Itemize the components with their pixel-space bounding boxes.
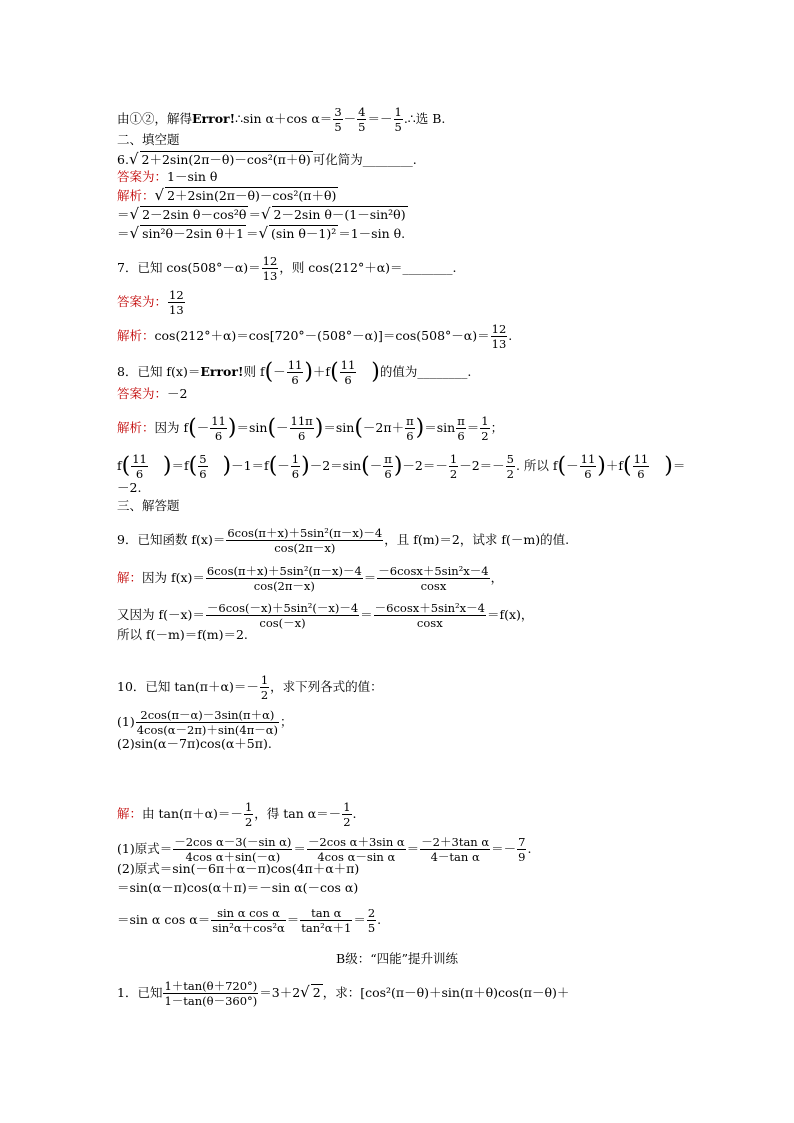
section-heading: 二、填空题 <box>117 132 180 147</box>
solution-9-result: 所以 f(－m)＝f(m)＝2. <box>117 627 248 642</box>
solution-10: 解：由 tan(π＋α)＝－ $\frac{1}{2}$ ，得 tan α＝－ $\frac{1}{2}$ . <box>117 800 357 829</box>
answer-7: 答案为： $\frac{12}{13}$ <box>117 288 184 317</box>
solution-9-step: 又因为 f(－x)＝ $\frac{\text{－6cos(－x)＋5sin²(－x)－4}}{\cos(-x)}$ ＝ $\frac{\text{－6cosx＋5sin²x－4}}{\cos x}$ ＝f(x)， <box>117 601 534 630</box>
question-10-part2: (2)sin(α－7π)cos(α＋5π). <box>117 736 272 751</box>
question-10-part1: (1) $\frac{2\cos(\pi-\alpha)-3\sin(\pi+\alpha)}{4\cos(\alpha-2\pi)+\sin(4\pi-\alpha)}$ ； <box>117 708 293 737</box>
question-10: 10．已知 tan(π＋α)＝－ $\frac{1}{2}$ ，求下列各式的值： <box>117 673 383 702</box>
analysis-6: 解析：√ 2＋2sin(2π－θ)－cos²(π＋θ) <box>117 186 337 204</box>
solution-10-step: ＝sin α cos α＝ $\frac{\text{sin α cos α}}{\text{sin²α＋cos²α}}$ ＝ $\frac{\text{tan α}}{\text{tan²α＋1}}$ ＝ $\frac{2}{5}$ . <box>117 906 382 935</box>
question-8: 8．已知 f(x)＝Error!则 f(－ $\frac{11}{6}$ )＋f( $\frac{11}{6}$ )的值为________. <box>117 358 472 387</box>
analysis-6-step: ＝√ 2－2sin θ－cos²θ ＝√ 2－2sin θ－(1－sin²θ) <box>117 205 406 223</box>
solution-10-step: ＝sin(α－π)cos(α＋π)＝－sin α(－cos α) <box>117 880 359 895</box>
analysis-8: 解析：因为 f(－ $\frac{11}{6}$ )＝sin(－ $\frac{11\pi}{6}$ )＝sin(－2π＋ $\frac{\pi}{6}$ )＝sin $\frac{\pi}{6}$ ＝ $\frac{1}{2}$ ； <box>117 414 504 443</box>
question-9: 9．已知函数 f(x)＝ $\frac{\text{6cos(π＋x)＋5sin²(π－x)－4}}{\cos(2\pi-x)}$ ，且 f(m)＝2，试求 f(－m)的值. <box>117 526 570 555</box>
analysis-8-step: f( $\frac{11}{6}$ )＝f( $\frac{5}{6}$ )－1＝f(－ $\frac{1}{6}$ )－2＝sin(－ $\frac{\pi}{6}$ )－2＝－ $\frac{1}{2}$ －2＝－ $\frac{5}{2}$ . 所以 f(－ $\frac{11}{6}$ )＋f( $\frac{11}{6}$ )＝ <box>117 452 686 481</box>
answer-6: 答案为：1－sin θ <box>117 169 218 184</box>
analysis-6-step: ＝√ sin²θ－2sin θ＋1 ＝√ (sin θ－1)² ＝1－sin θ. <box>117 224 406 242</box>
question-7: 7．已知 cos(508°－α)＝ $\frac{12}{13}$ ，则 cos(212°＋α)＝________. <box>117 254 457 283</box>
question-b1: 1．已知 $\frac{1+\tan(\theta+720^\circ)}{1-\tan(\theta-360^\circ)}$ ＝3＋2√ 2 ，求：[cos²(π－θ)＋sin(π＋θ)cos(π－θ)＋ <box>117 979 570 1008</box>
solution-9: 解：因为 f(x)＝ $\frac{\text{6cos(π＋x)＋5sin²(π－x)－4}}{\cos(2\pi-x)}$ ＝ $\frac{\text{－6cosx＋5sin²x－4}}{\cos x}$ ， <box>117 564 504 593</box>
solution-10-part1: (1)原式＝ $\frac{\text{－2cos α－3(－sin α)}}{\text{4cos α＋sin(－α)}}$ ＝ $\frac{\text{－2cos α＋3sin α}}{\text{4cos α－sin α}}$ ＝ $\frac{\text{－2＋3tan α}}{\text{4－tan α}}$ ＝－ $\frac{7}{9}$ . <box>117 835 532 864</box>
section-heading: 三、解答题 <box>117 498 180 513</box>
analysis-7: 解析：cos(212°＋α)＝cos[720°－(508°－α)]＝cos(508°－α)＝ $\frac{12}{13}$ . <box>117 322 513 351</box>
question-6: 6.√ 2＋2sin(2π－θ)－cos²(π＋θ) 可化简为________. <box>117 150 417 168</box>
answer-8: 答案为：－2 <box>117 386 188 401</box>
section-heading-b: B级：“四能”提升训练 <box>336 951 458 966</box>
text-line: 由①②，解得Error!∴sin α＋cos α＝ $\frac{3}{5}$ － $\frac{4}{5}$ ＝－ $\frac{1}{5}$ .∴选 B. <box>117 105 446 134</box>
analysis-8-result: －2. <box>117 480 142 495</box>
solution-10-part2: (2)原式＝sin(－6π＋α－π)cos(4π＋α＋π) <box>117 861 360 876</box>
